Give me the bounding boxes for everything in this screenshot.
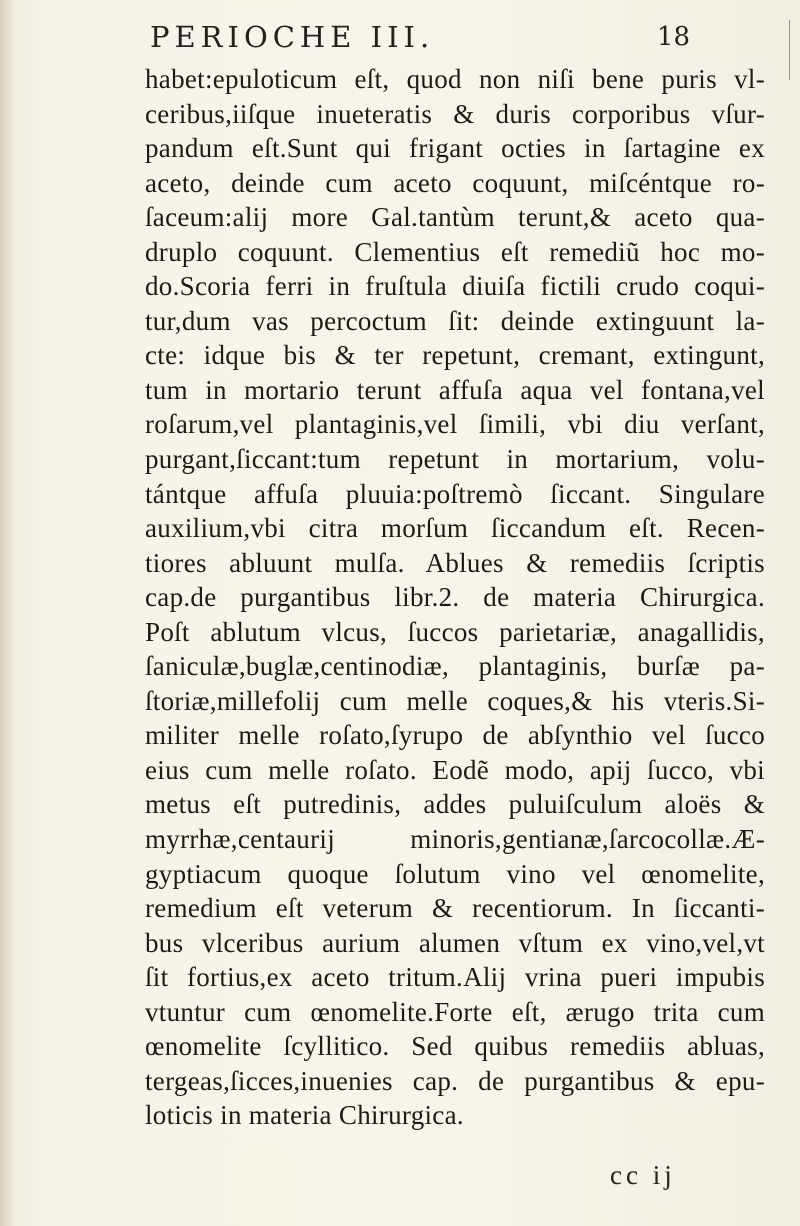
text-line: militer melle roſato,ſyrupo de abſynthio vel ſucco (145, 720, 765, 751)
text-line: gyptiacum quoque ſolutum vino vel œnomelite, (145, 858, 765, 889)
text-line: myrrhæ,centaurij minoris,gentianæ,ſarcocollæ.Æ- (145, 824, 765, 855)
text-line: druplo coquunt. Clementius eſt remediũ hoc mo- (145, 236, 765, 267)
running-head: PERIOCHE III. (150, 20, 435, 54)
text-line: tiores abluunt mulſa. Ablues & remediis ſcriptis (145, 547, 765, 578)
text-line: pandum eſt.Sunt qui frigant octies in ſartagine ex (145, 133, 765, 164)
text-line: tergeas,ſicces,inuenies cap. de purgantibus & epu- (145, 1065, 765, 1096)
text-line: cap.de purgantibus libr.2. de materia Chirurgica. (145, 582, 765, 613)
page-edge-rule (789, 20, 790, 80)
text-line: ſaceum:alij more Gal.tantùm terunt,& aceto qua- (145, 202, 765, 233)
text-line: eius cum melle roſato. Eodẽ modo, apij ſucco, vbi (145, 754, 765, 785)
text-line: tántque affuſa pluuia:poſtremò ſiccant. Singulare (145, 478, 765, 509)
text-line: tum in mortario terunt affuſa aqua vel fontana,vel (145, 374, 765, 405)
text-line: tur,dum vas percoctum ſit: deinde extinguunt la- (145, 305, 765, 336)
body-text (145, 62, 765, 1133)
text-line: ſaniculæ,buglæ,centinodiæ, plantaginis, burſæ pa- (145, 651, 765, 682)
text-line: remedium eſt veterum & recentiorum. In ſiccanti- (145, 893, 765, 924)
text-line-last: loticis in materia Chirurgica. (145, 1100, 464, 1131)
text-line: ſit fortius,ex aceto tritum.Alij vrina pueri impubis (145, 962, 765, 993)
text-line: habet:epuloticum eſt, quod non niſi bene puris vl- (145, 64, 765, 94)
text-line: cte: idque bis & ter repetunt, cremant, extingunt, (145, 340, 765, 371)
text-line: do.Scoria ferri in fruſtula diuiſa fictili crudo coqui- (145, 271, 765, 302)
gutter-shadow (0, 0, 14, 1226)
text-line: Poſt ablutum vlcus, ſuccos parietariæ, anagallidis, (145, 616, 765, 647)
text-line: ſtoriæ,millefolij cum melle coques,& his vteris.Si- (145, 685, 765, 716)
text-line: auxilium,vbi citra morſum ſiccandum eſt. Recen- (145, 513, 765, 544)
page-header (130, 20, 690, 58)
signature-mark: cc ij (610, 1160, 676, 1190)
text-line: roſarum,vel plantaginis,vel ſimili, vbi diu verſant, (145, 409, 765, 440)
text-line: metus eſt putredinis, addes puluiſculum aloës & (145, 789, 765, 820)
text-line: bus vlceribus aurium alumen vſtum ex vino,vel,vt (145, 927, 765, 958)
text-line: vtuntur cum œnomelite.Forte eſt, ærugo trita cum (145, 996, 765, 1027)
page-number: 18 (656, 22, 690, 52)
text-line: œnomelite ſcyllitico. Sed quibus remediis abluas, (145, 1031, 765, 1062)
text-line: ceribus,iiſque inueteratis & duris corporibus vſur- (145, 98, 765, 129)
text-line: aceto, deinde cum aceto coquunt, miſcéntque ro- (145, 167, 765, 198)
text-line: purgant,ſiccant:tum repetunt in mortarium, volu- (145, 444, 765, 475)
